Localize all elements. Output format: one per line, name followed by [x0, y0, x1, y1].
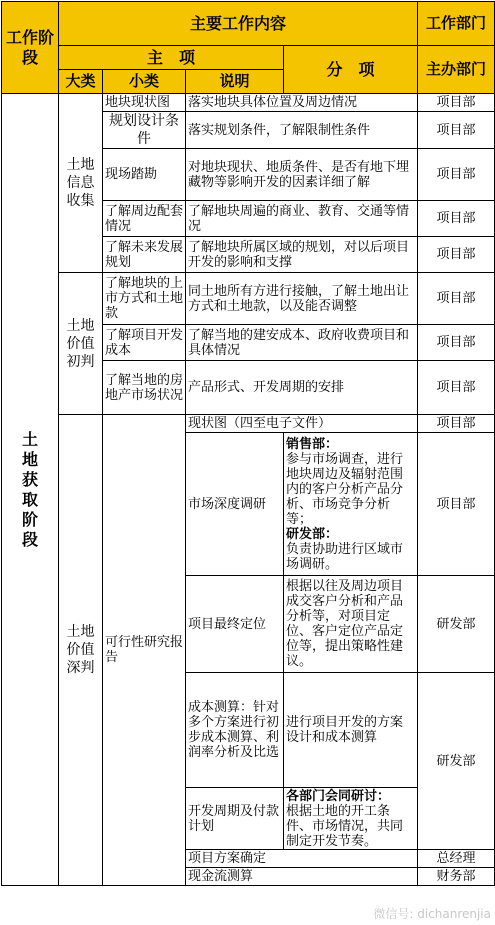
row-dept: 项目部: [418, 433, 495, 576]
table-row: [2, 94, 495, 112]
major-cat-info: 土地信息收集: [59, 94, 103, 273]
stage-label: 土 地 获 取 阶 段: [2, 94, 59, 886]
header-desc: 说明: [186, 70, 284, 94]
row-desc: 了解当地的建安成本、政府收费项目和具体情况: [186, 325, 418, 361]
header-sub-item: 分 项: [284, 46, 418, 94]
row-dept: 总经理: [418, 850, 495, 868]
cycle-text: 根据土地的开工条件、市场情况，共同制定开发节奏。: [286, 803, 404, 849]
row-desc: 项目最终定位: [186, 576, 284, 673]
row-dept: 项目部: [418, 94, 495, 112]
work-plan-table: [1, 1, 495, 886]
row-desc: 对地块现状、地质条件、是否有地下埋藏物等影响开发的因素详细了解: [186, 149, 418, 201]
minor-cat-feasibility: 可行性研究报告: [103, 415, 186, 886]
sales-title: 销售部：: [286, 436, 339, 452]
header-main-item: 主 项: [59, 46, 284, 70]
row-dept: 项目部: [418, 237, 495, 273]
table-row: [2, 415, 495, 433]
header-minor-cat: 小类: [103, 70, 186, 94]
row-desc: 成本测算：针对多个方案进行初步成本测算、利润率分析及比选: [186, 673, 284, 788]
cycle-title: 各部门会同研讨：: [286, 788, 391, 804]
row-sub: 根据以往及周边项目成交客户分析和产品分析等，对项目定位、客户定位产品定位等，提出策略性建议。: [284, 576, 418, 673]
row-dept: 项目部: [418, 201, 495, 237]
minor-cat: 了解未来发展规划: [103, 237, 186, 273]
table-row: [2, 273, 495, 325]
header-major-cat: 大类: [59, 70, 103, 94]
row-dept: 财务部: [418, 868, 495, 886]
row-desc: 现状图（四至电子文件）: [186, 415, 418, 433]
major-cat-value-deep: 土地价值深判: [59, 415, 103, 886]
minor-cat: 了解周边配套情况: [103, 201, 186, 237]
minor-cat: 了解地块的上市方式和土地款: [103, 273, 186, 325]
row-sub-market: [284, 433, 418, 576]
row-desc: 开发周期及付款计划: [186, 788, 284, 850]
minor-cat: 规划设计条件: [103, 112, 186, 149]
watermark: 微信号: dichanrenjia: [373, 907, 491, 921]
minor-cat: 地块现状图: [103, 94, 186, 112]
row-desc: 同土地所有方进行接触，了解土地出让方式和土地款，以及能否调整: [186, 273, 418, 325]
row-desc: 产品形式、开发周期的安排: [186, 361, 418, 415]
rd-text: 负责协助进行区域市场调研。: [286, 541, 404, 572]
minor-cat: 了解当地的房地产市场状况: [103, 361, 186, 415]
row-sub-cycle: [284, 788, 418, 850]
minor-cat: 现场踏勘: [103, 149, 186, 201]
header-stage: 工作阶段: [2, 2, 59, 94]
minor-cat: 了解项目开发成本: [103, 325, 186, 361]
row-dept: 研发部: [418, 673, 495, 850]
header-lead-dept: 主办部门: [418, 46, 495, 94]
row-desc: 落实规划条件，了解限制性条件: [186, 112, 418, 149]
row-desc: 落实地块具体位置及周边情况: [186, 94, 418, 112]
header-dept: 工作部门: [418, 2, 495, 46]
row-dept: 项目部: [418, 325, 495, 361]
row-desc: 了解地块周遍的商业、教育、交通等情况: [186, 201, 418, 237]
row-dept: 项目部: [418, 273, 495, 325]
row-sub: 进行项目开发的方案设计和成本测算: [284, 673, 418, 788]
sales-text: 参与市场调查，进行地块周边及辐射范围内的客户分析产品分析、市场竞争分析等；: [286, 451, 404, 527]
major-cat-value-initial: 土地价值初判: [59, 273, 103, 415]
row-dept: 项目部: [418, 415, 495, 433]
header-main-content: 主要工作内容: [59, 2, 418, 46]
row-desc: 了解地块所属区域的规划，对以后项目开发的影响和支撑: [186, 237, 418, 273]
row-desc: 现金流测算: [186, 868, 418, 886]
row-desc: 项目方案确定: [186, 850, 418, 868]
row-dept: 研发部: [418, 576, 495, 673]
row-dept: 项目部: [418, 149, 495, 201]
row-dept: 项目部: [418, 361, 495, 415]
rd-title: 研发部：: [286, 526, 339, 542]
row-dept: 项目部: [418, 112, 495, 149]
row-desc: 市场深度调研: [186, 433, 284, 576]
